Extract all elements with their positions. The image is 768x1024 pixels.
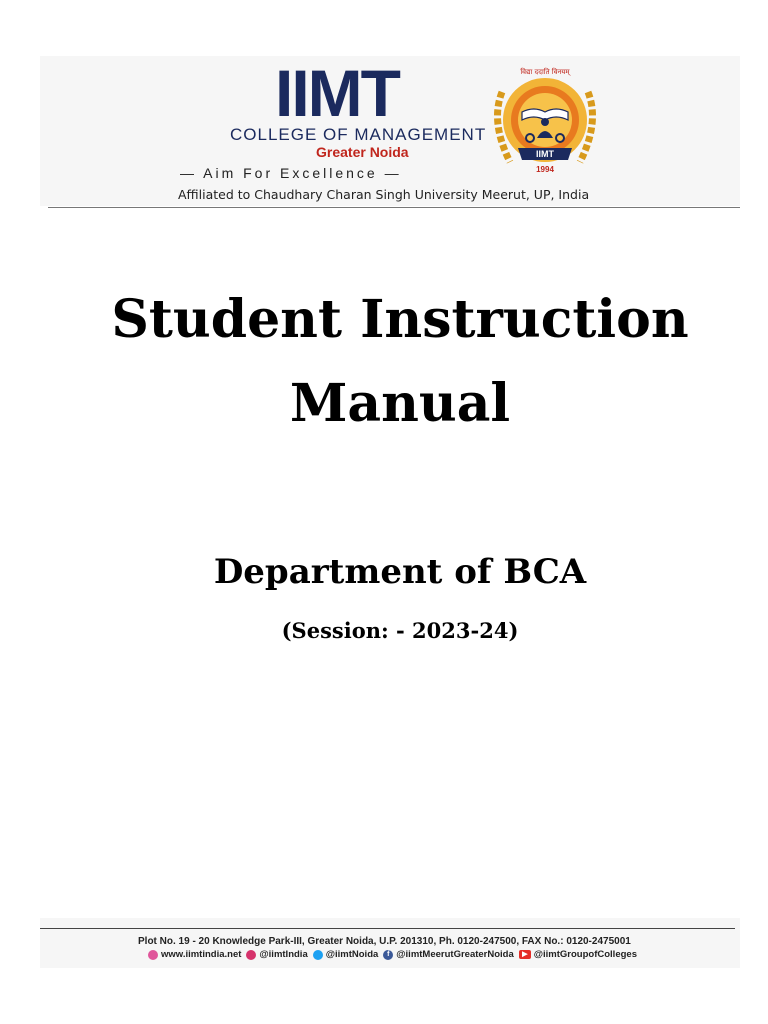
affiliation-text: Affiliated to Chaudhary Charan Singh University Meerut, UP, India bbox=[178, 187, 590, 202]
social-instagram-label: @iimtIndia bbox=[259, 949, 308, 960]
session-label: (Session: - 2023-24) bbox=[281, 618, 519, 643]
title-line-1: Student Instruction bbox=[111, 289, 689, 350]
footer-divider bbox=[40, 928, 735, 929]
social-youtube[interactable] bbox=[519, 949, 637, 960]
facebook-icon: f bbox=[383, 950, 393, 960]
footer-address: Plot No. 19 - 20 Knowledge Park-III, Greater Noida, U.P. 201310, Ph. 0120-247500, FAX No.: 0120-2475001 bbox=[138, 936, 631, 947]
letterhead bbox=[40, 56, 740, 206]
social-twitter-label: @iimtNoida bbox=[325, 949, 379, 960]
social-facebook-label: @iimtMeerutGreaterNoida bbox=[396, 949, 514, 960]
emblem-year: 1994 bbox=[536, 165, 554, 174]
social-web[interactable] bbox=[148, 949, 241, 960]
twitter-icon bbox=[313, 950, 323, 960]
college-name: COLLEGE OF MANAGEMENT bbox=[230, 125, 487, 144]
title-line-2: Manual bbox=[289, 373, 511, 434]
social-youtube-label: @iimtGroupofColleges bbox=[533, 949, 637, 960]
college-emblem-icon bbox=[480, 62, 610, 180]
header-divider bbox=[48, 207, 740, 208]
social-web-label: www.iimtindia.net bbox=[161, 949, 242, 960]
social-twitter[interactable] bbox=[313, 949, 379, 960]
college-location: Greater Noida bbox=[316, 144, 409, 160]
youtube-icon: ▶ bbox=[519, 950, 531, 959]
social-facebook[interactable] bbox=[383, 949, 513, 960]
department-heading: Department of BCA bbox=[213, 552, 587, 592]
logo-wordmark: IIMT bbox=[275, 56, 399, 130]
emblem-motto: विद्या ददाति विनयम् bbox=[520, 68, 570, 76]
emblem-name: IIMT bbox=[536, 149, 554, 159]
footer-social-links bbox=[148, 949, 642, 960]
web-icon bbox=[148, 950, 158, 960]
social-instagram[interactable] bbox=[246, 949, 307, 960]
college-logo bbox=[180, 56, 520, 182]
instagram-icon bbox=[246, 950, 256, 960]
document-title bbox=[60, 278, 740, 446]
college-tagline: — Aim For Excellence — bbox=[180, 165, 402, 181]
